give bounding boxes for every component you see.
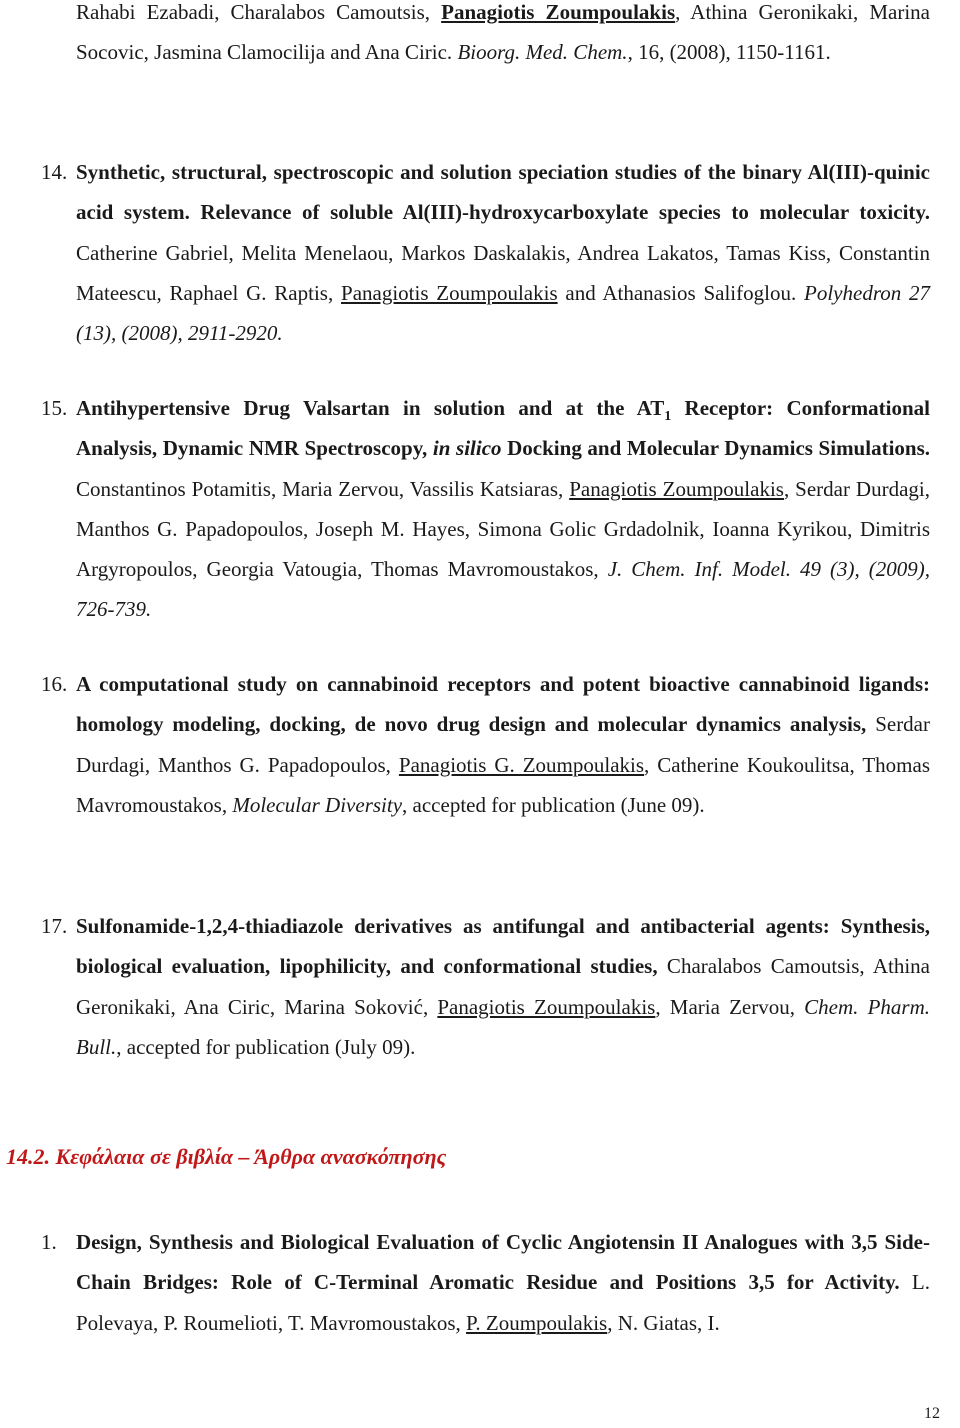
ref17-authors-cont: , Maria Zervou,	[655, 994, 805, 1019]
ref17-title: Sulfonamide-1,2,4-thiadiazole derivatives as antifungal and antibacterial agents: Synthesis, biological evaluation, lipophilicity, and conformational studies,	[76, 914, 930, 979]
ref16-highlight-author: Panagiotis G. Zoumpoulakis	[398, 752, 645, 777]
ref15-journal: J. Chem. Inf. Model. 49 (3), (2009), 726-739.	[76, 557, 930, 622]
ref16-status: , accepted for publication (June 09).	[402, 792, 705, 817]
ref15-title: Antihypertensive Drug Valsartan in solution and at the AT	[76, 396, 665, 420]
ref14-authors: Catherine Gabriel, Melita Menelaou, Markos Daskalakis, Andrea Lakatos, Tamas Kiss, Constantin Mateescu, Raphael G. Raptis,	[76, 240, 930, 305]
ref15-authors-cont: , Serdar Durdagi, Manthos G. Papadopoulos, Joseph M. Hayes, Simona Golic Grdadolnik, Ioanna Kyrikou, Dimitris Argyropoulos, Georgia Vatougia, Thomas Mavromoustakos,	[76, 476, 930, 582]
ref17-journal: Chem. Pharm. Bull.	[76, 994, 930, 1059]
chap1-authors: L. Polevaya, P. Roumelioti, T. Mavromoustakos,	[76, 1270, 930, 1335]
ref15-highlight-author: Panagiotis Zoumpoulakis	[569, 476, 784, 501]
ref13-authors: Rahabi Ezabadi, Charalabos Camoutsis,	[76, 0, 442, 24]
ref15-title-subscript: 1	[664, 409, 672, 425]
ref17-authors: Charalabos Camoutsis, Athina Geronikaki, Ana Ciric, Marina Soković,	[76, 954, 930, 1019]
ref16-number: 16.	[41, 672, 68, 696]
reference-15	[76, 388, 930, 630]
ref17-highlight-author: Panagiotis Zoumpoulakis	[437, 994, 656, 1019]
ref14-number: 14.	[41, 160, 68, 184]
chapter-1	[76, 1222, 930, 1343]
ref15-authors: Constantinos Potamitis, Maria Zervou, Vassilis Katsiaras,	[76, 476, 570, 501]
ref13-authors-cont: , Athina Geronikaki, Marina Socovic, Jasmina Clamocilija and Ana Ciric.	[76, 0, 931, 65]
ref16-journal: Molecular Diversity	[232, 792, 403, 817]
ref13-journal: Bioorg. Med. Chem.	[457, 40, 628, 65]
ref16-authors-cont: , Catherine Koukoulitsa, Thomas Mavromoustakos,	[76, 752, 930, 817]
ref16-authors: Serdar Durdagi, Manthos G. Papadopoulos,	[76, 712, 931, 777]
ref16-title: A computational study on cannabinoid receptors and potent bioactive cannabinoid ligands: homology modeling, docking, de novo drug design and molecular dynamics analysis,	[76, 672, 930, 737]
chap1-authors-cont: , N. Giatas, I.	[607, 1310, 720, 1335]
chap1-title: Design, Synthesis and Biological Evaluation of Cyclic Angiotensin II Analogues with 3,5 Side-Chain Bridges: Role of C-Terminal Aromatic Residue and Positions 3,5 for Activity.	[76, 1230, 930, 1295]
ref14-highlight-author: Panagiotis Zoumpoulakis	[341, 280, 558, 305]
ref14-journal: Polyhedron 27 (13), (2008), 2911-2920.	[76, 280, 930, 346]
ref17-number: 17.	[41, 914, 68, 938]
ref15-title-cont: Receptor: Conformational Analysis, Dynamic NMR Spectroscopy,	[76, 396, 930, 461]
reference-16	[76, 664, 930, 825]
ref17-status: , accepted for publication (July 09).	[116, 1034, 416, 1059]
ref13-highlight-author: Panagiotis Zoumpoulakis	[441, 0, 676, 24]
ref15-number: 15.	[41, 396, 68, 420]
ref15-title-italic: in silico	[432, 436, 502, 461]
reference-13	[76, 0, 930, 73]
reference-14	[76, 152, 930, 353]
section-heading: 14.2. Κεφάλαια σε βιβλία – Άρθρα ανασκόπησης	[6, 1144, 447, 1169]
chap1-number: 1.	[41, 1230, 57, 1254]
page-number: 12	[924, 1405, 940, 1422]
ref14-authors-cont: and Athanasios Salifoglou.	[557, 280, 805, 305]
ref15-title-end: Docking and Molecular Dynamics Simulations.	[501, 436, 930, 461]
reference-17	[76, 906, 930, 1067]
ref13-citation: , 16, (2008), 1150-1161.	[627, 40, 831, 65]
chap1-highlight-author: P. Zoumpoulakis	[466, 1310, 608, 1335]
ref14-title: Synthetic, structural, spectroscopic and solution speciation studies of the binary Al(III)-quinic acid system. Relevance of soluble Al(III)-hydroxycarboxylate species to molecular toxicity.	[76, 160, 930, 225]
